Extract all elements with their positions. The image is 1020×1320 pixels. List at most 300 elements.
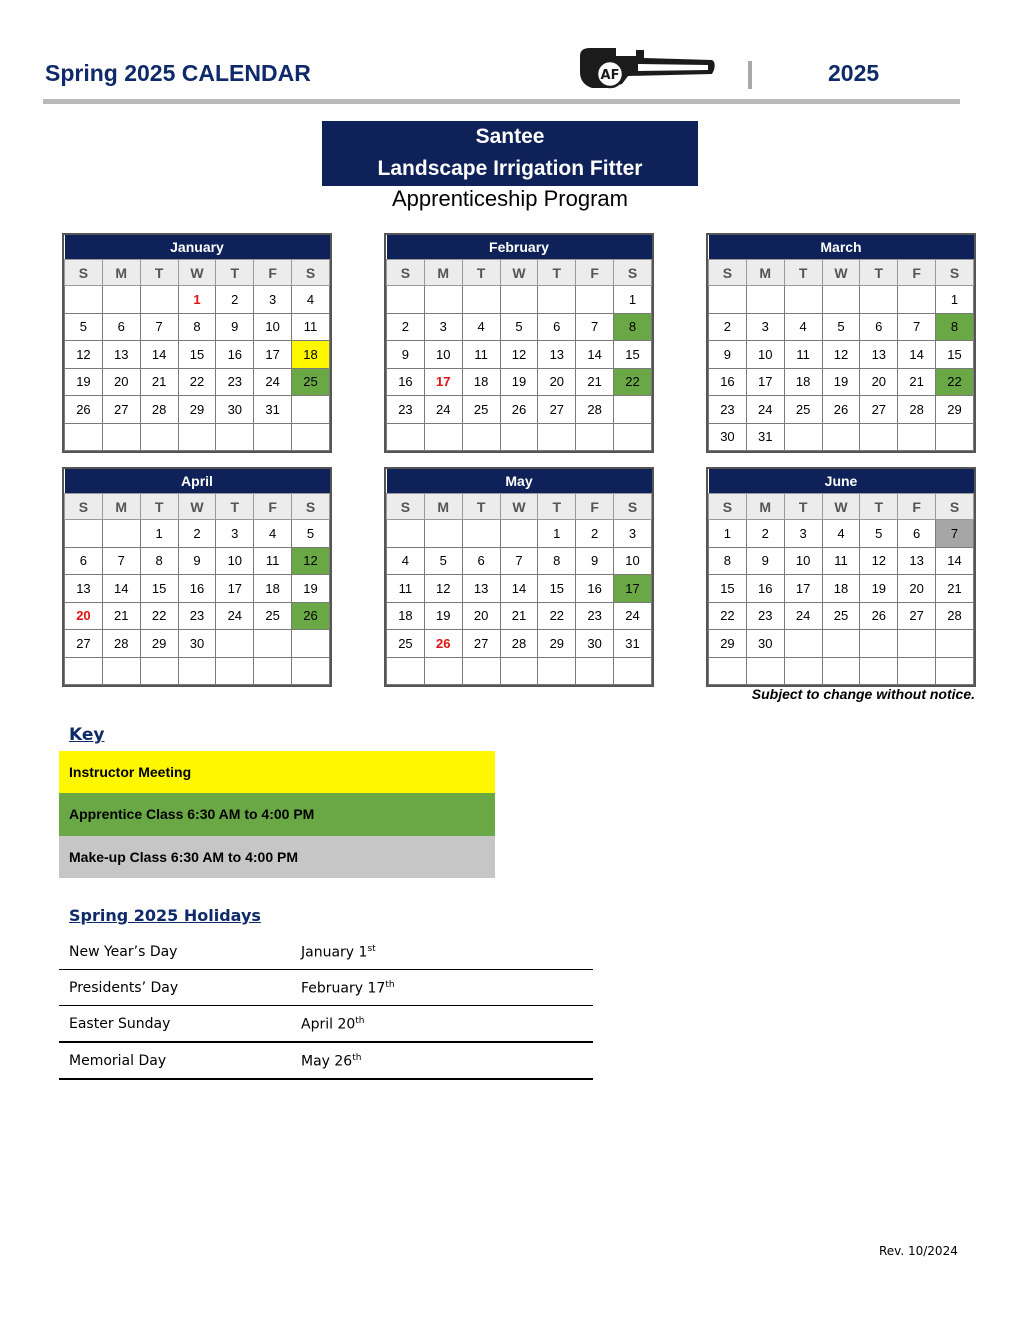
empty-cell [102, 520, 140, 548]
day-cell: 14 [576, 341, 614, 369]
day-cell: 26 [292, 602, 330, 630]
day-cell: 8 [140, 547, 178, 575]
weekday-header: S [292, 494, 330, 520]
empty-cell [387, 657, 425, 685]
week-row [709, 602, 974, 630]
month-name: February [387, 235, 652, 260]
day-cell: 16 [746, 575, 784, 603]
week-row [65, 575, 330, 603]
weekday-header: T [216, 260, 254, 286]
day-cell: 28 [140, 396, 178, 424]
day-cell: 19 [860, 575, 898, 603]
day-cell: 26 [860, 602, 898, 630]
day-cell: 22 [709, 602, 747, 630]
day-cell: 27 [898, 602, 936, 630]
day-cell: 9 [387, 341, 425, 369]
day-cell: 19 [424, 602, 462, 630]
day-cell: 18 [387, 602, 425, 630]
day-cell: 1 [614, 286, 652, 314]
day-cell: 14 [898, 341, 936, 369]
day-cell: 30 [216, 396, 254, 424]
weekday-header: W [178, 260, 216, 286]
calendar-may [384, 467, 654, 687]
empty-cell [216, 423, 254, 451]
empty-cell [936, 630, 974, 658]
day-cell: 25 [254, 602, 292, 630]
holiday-date: February 17th [301, 980, 395, 997]
day-cell: 10 [784, 547, 822, 575]
week-row [387, 520, 652, 548]
day-cell: 22 [538, 602, 576, 630]
weekday-header: F [254, 494, 292, 520]
day-cell: 7 [102, 547, 140, 575]
empty-cell [387, 286, 425, 314]
empty-cell [822, 657, 860, 685]
day-cell: 21 [500, 602, 538, 630]
empty-cell [898, 286, 936, 314]
weekday-header: S [65, 494, 103, 520]
holiday-row [59, 970, 593, 1006]
weekday-header: W [500, 260, 538, 286]
weekday-header: T [538, 260, 576, 286]
day-cell: 26 [65, 396, 103, 424]
empty-cell [709, 286, 747, 314]
day-cell: 27 [65, 630, 103, 658]
header-rule [43, 99, 960, 104]
day-cell: 31 [254, 396, 292, 424]
day-cell: 10 [614, 547, 652, 575]
day-cell: 21 [936, 575, 974, 603]
month-name: June [709, 469, 974, 494]
day-cell: 12 [860, 547, 898, 575]
day-cell: 24 [254, 368, 292, 396]
week-row [709, 547, 974, 575]
program-trade: Landscape Irrigation Fitter [377, 157, 643, 180]
empty-cell [65, 286, 103, 314]
day-cell: 5 [500, 313, 538, 341]
day-cell: 3 [254, 286, 292, 314]
day-cell: 13 [65, 575, 103, 603]
holiday-date: January 1st [301, 944, 376, 961]
day-cell: 15 [140, 575, 178, 603]
weekday-header: T [860, 494, 898, 520]
week-row [709, 341, 974, 369]
empty-cell [822, 423, 860, 451]
weekday-header: M [424, 494, 462, 520]
calendar-march [706, 233, 976, 453]
week-row [709, 657, 974, 685]
empty-cell [254, 630, 292, 658]
empty-cell [898, 657, 936, 685]
day-cell: 28 [576, 396, 614, 424]
week-row [387, 630, 652, 658]
empty-cell [102, 423, 140, 451]
empty-cell [462, 423, 500, 451]
empty-cell [898, 423, 936, 451]
weekday-header: F [898, 260, 936, 286]
empty-cell [576, 286, 614, 314]
header-divider [748, 61, 752, 89]
empty-cell [500, 520, 538, 548]
logo-letters: AF [600, 68, 620, 83]
day-cell: 6 [860, 313, 898, 341]
week-row [65, 313, 330, 341]
day-cell: 23 [216, 368, 254, 396]
weekday-header: S [65, 260, 103, 286]
empty-cell [292, 657, 330, 685]
day-cell: 29 [936, 396, 974, 424]
empty-cell [102, 657, 140, 685]
day-cell: 9 [746, 547, 784, 575]
week-row [387, 341, 652, 369]
pipe-wrench-logo-icon [576, 44, 718, 92]
empty-cell [822, 630, 860, 658]
weekday-header: T [538, 494, 576, 520]
month-name: May [387, 469, 652, 494]
day-cell: 27 [860, 396, 898, 424]
empty-cell [254, 657, 292, 685]
empty-cell [462, 520, 500, 548]
day-cell: 4 [784, 313, 822, 341]
day-cell: 2 [387, 313, 425, 341]
day-cell: 12 [292, 547, 330, 575]
weekday-header: S [936, 494, 974, 520]
month-name: April [65, 469, 330, 494]
day-cell: 1 [538, 520, 576, 548]
weekday-header: M [746, 260, 784, 286]
day-cell: 11 [462, 341, 500, 369]
day-cell: 5 [822, 313, 860, 341]
weekday-header: S [936, 260, 974, 286]
program-location: Santee [475, 125, 545, 148]
day-cell: 10 [216, 547, 254, 575]
day-cell: 10 [424, 341, 462, 369]
day-cell: 5 [292, 520, 330, 548]
empty-cell [614, 396, 652, 424]
day-cell: 18 [292, 341, 330, 369]
week-row [709, 630, 974, 658]
empty-cell [462, 657, 500, 685]
day-cell: 22 [936, 368, 974, 396]
holiday-name: Memorial Day [69, 1053, 167, 1069]
day-cell: 19 [500, 368, 538, 396]
week-row [387, 396, 652, 424]
day-cell: 16 [178, 575, 216, 603]
day-cell: 15 [538, 575, 576, 603]
day-cell: 2 [216, 286, 254, 314]
day-cell: 15 [614, 341, 652, 369]
day-cell: 1 [709, 520, 747, 548]
day-cell: 18 [462, 368, 500, 396]
weekday-header: S [709, 494, 747, 520]
day-cell: 30 [178, 630, 216, 658]
day-cell: 14 [140, 341, 178, 369]
day-cell: 18 [784, 368, 822, 396]
empty-cell [140, 657, 178, 685]
holiday-name: Easter Sunday [69, 1016, 171, 1032]
weekday-header: W [822, 260, 860, 286]
week-row [387, 602, 652, 630]
day-cell: 7 [140, 313, 178, 341]
day-cell: 29 [538, 630, 576, 658]
empty-cell [746, 286, 784, 314]
weekday-header: T [784, 260, 822, 286]
day-cell: 9 [576, 547, 614, 575]
day-cell: 16 [709, 368, 747, 396]
weekday-header: T [140, 260, 178, 286]
empty-cell [500, 657, 538, 685]
day-cell: 31 [614, 630, 652, 658]
day-cell: 5 [860, 520, 898, 548]
day-cell: 28 [898, 396, 936, 424]
day-cell: 16 [387, 368, 425, 396]
empty-cell [746, 657, 784, 685]
day-cell: 6 [65, 547, 103, 575]
day-cell: 8 [538, 547, 576, 575]
empty-cell [102, 286, 140, 314]
day-cell: 24 [746, 396, 784, 424]
day-cell: 20 [462, 602, 500, 630]
week-row [709, 423, 974, 451]
day-cell: 11 [387, 575, 425, 603]
day-cell: 19 [65, 368, 103, 396]
week-row [65, 520, 330, 548]
day-cell: 15 [178, 341, 216, 369]
day-cell: 13 [102, 341, 140, 369]
empty-cell [898, 630, 936, 658]
day-cell: 20 [102, 368, 140, 396]
day-cell: 9 [178, 547, 216, 575]
day-cell: 23 [387, 396, 425, 424]
day-cell: 6 [898, 520, 936, 548]
day-cell: 3 [784, 520, 822, 548]
day-cell: 31 [746, 423, 784, 451]
day-cell: 10 [746, 341, 784, 369]
week-row [387, 657, 652, 685]
day-cell: 29 [178, 396, 216, 424]
week-row [387, 313, 652, 341]
day-cell: 24 [424, 396, 462, 424]
empty-cell [709, 657, 747, 685]
day-cell: 25 [822, 602, 860, 630]
empty-cell [216, 657, 254, 685]
empty-cell [614, 657, 652, 685]
day-cell: 22 [614, 368, 652, 396]
week-row [387, 286, 652, 314]
day-cell: 24 [784, 602, 822, 630]
day-cell: 17 [254, 341, 292, 369]
day-cell: 10 [254, 313, 292, 341]
empty-cell [538, 423, 576, 451]
day-cell: 6 [538, 313, 576, 341]
empty-cell [292, 396, 330, 424]
header-year: 2025 [828, 60, 880, 86]
day-cell: 2 [746, 520, 784, 548]
day-cell: 11 [822, 547, 860, 575]
day-cell: 17 [614, 575, 652, 603]
empty-cell [387, 520, 425, 548]
day-cell: 4 [822, 520, 860, 548]
empty-cell [424, 423, 462, 451]
day-cell: 11 [784, 341, 822, 369]
day-cell: 22 [140, 602, 178, 630]
weekday-header: T [784, 494, 822, 520]
empty-cell [860, 657, 898, 685]
empty-cell [936, 657, 974, 685]
empty-cell [784, 630, 822, 658]
day-cell: 25 [784, 396, 822, 424]
day-cell: 7 [500, 547, 538, 575]
day-cell: 23 [746, 602, 784, 630]
program-banner [322, 121, 698, 186]
day-cell: 1 [936, 286, 974, 314]
key-title: Key [69, 725, 105, 745]
day-cell: 29 [709, 630, 747, 658]
empty-cell [292, 630, 330, 658]
day-cell: 3 [216, 520, 254, 548]
week-row [65, 630, 330, 658]
weekday-header: S [387, 260, 425, 286]
day-cell: 1 [140, 520, 178, 548]
holidays-title: Spring 2025 Holidays [69, 906, 261, 925]
day-cell: 9 [216, 313, 254, 341]
week-row [709, 575, 974, 603]
day-cell: 13 [538, 341, 576, 369]
empty-cell [65, 657, 103, 685]
day-cell: 22 [178, 368, 216, 396]
week-row [65, 368, 330, 396]
day-cell: 6 [462, 547, 500, 575]
day-cell: 26 [822, 396, 860, 424]
empty-cell [784, 657, 822, 685]
week-row [709, 313, 974, 341]
weekday-header: T [860, 260, 898, 286]
day-cell: 1 [178, 286, 216, 314]
weekday-header: T [462, 494, 500, 520]
week-row [709, 520, 974, 548]
day-cell: 30 [576, 630, 614, 658]
weekday-header: S [709, 260, 747, 286]
day-cell: 12 [65, 341, 103, 369]
day-cell: 8 [936, 313, 974, 341]
day-cell: 20 [538, 368, 576, 396]
empty-cell [178, 657, 216, 685]
calendar-june [706, 467, 976, 687]
day-cell: 3 [746, 313, 784, 341]
empty-cell [292, 423, 330, 451]
day-cell: 25 [387, 630, 425, 658]
empty-cell [216, 630, 254, 658]
holiday-row [59, 1006, 593, 1043]
day-cell: 12 [424, 575, 462, 603]
day-cell: 12 [500, 341, 538, 369]
empty-cell [576, 657, 614, 685]
day-cell: 14 [936, 547, 974, 575]
week-row [387, 423, 652, 451]
day-cell: 21 [102, 602, 140, 630]
weekday-header: W [500, 494, 538, 520]
day-cell: 26 [500, 396, 538, 424]
day-cell: 17 [746, 368, 784, 396]
week-row [709, 286, 974, 314]
day-cell: 15 [936, 341, 974, 369]
day-cell: 17 [784, 575, 822, 603]
week-row [387, 547, 652, 575]
calendar-january [62, 233, 332, 453]
day-cell: 16 [216, 341, 254, 369]
empty-cell [860, 423, 898, 451]
day-cell: 21 [576, 368, 614, 396]
day-cell: 5 [65, 313, 103, 341]
month-name: March [709, 235, 974, 260]
day-cell: 4 [254, 520, 292, 548]
day-cell: 2 [709, 313, 747, 341]
day-cell: 13 [860, 341, 898, 369]
week-row [65, 341, 330, 369]
weekday-header: S [614, 260, 652, 286]
empty-cell [140, 286, 178, 314]
weekday-header: W [178, 494, 216, 520]
day-cell: 9 [709, 341, 747, 369]
day-cell: 12 [822, 341, 860, 369]
day-cell: 24 [614, 602, 652, 630]
day-cell: 28 [936, 602, 974, 630]
day-cell: 4 [292, 286, 330, 314]
weekday-header: T [216, 494, 254, 520]
day-cell: 21 [140, 368, 178, 396]
month-name: January [65, 235, 330, 260]
calendar-february [384, 233, 654, 453]
empty-cell [784, 423, 822, 451]
day-cell: 13 [462, 575, 500, 603]
empty-cell [500, 286, 538, 314]
day-cell: 23 [178, 602, 216, 630]
day-cell: 20 [65, 602, 103, 630]
week-row [65, 657, 330, 685]
day-cell: 18 [254, 575, 292, 603]
week-row [65, 286, 330, 314]
day-cell: 30 [746, 630, 784, 658]
empty-cell [424, 657, 462, 685]
day-cell: 4 [387, 547, 425, 575]
day-cell: 2 [576, 520, 614, 548]
weekday-header: T [140, 494, 178, 520]
day-cell: 26 [424, 630, 462, 658]
day-cell: 18 [822, 575, 860, 603]
empty-cell [140, 423, 178, 451]
day-cell: 8 [178, 313, 216, 341]
day-cell: 28 [500, 630, 538, 658]
key-instructor-meeting: Instructor Meeting [59, 751, 495, 793]
day-cell: 7 [898, 313, 936, 341]
weekday-header: M [424, 260, 462, 286]
week-row [709, 396, 974, 424]
day-cell: 8 [709, 547, 747, 575]
week-row [65, 423, 330, 451]
day-cell: 21 [898, 368, 936, 396]
weekday-header: F [576, 260, 614, 286]
empty-cell [387, 423, 425, 451]
weekday-header: S [292, 260, 330, 286]
day-cell: 17 [424, 368, 462, 396]
holiday-row [59, 1043, 593, 1080]
program-subtitle: Apprenticeship Program [391, 186, 628, 211]
week-row [387, 368, 652, 396]
empty-cell [65, 423, 103, 451]
empty-cell [576, 423, 614, 451]
empty-cell [254, 423, 292, 451]
day-cell: 30 [709, 423, 747, 451]
